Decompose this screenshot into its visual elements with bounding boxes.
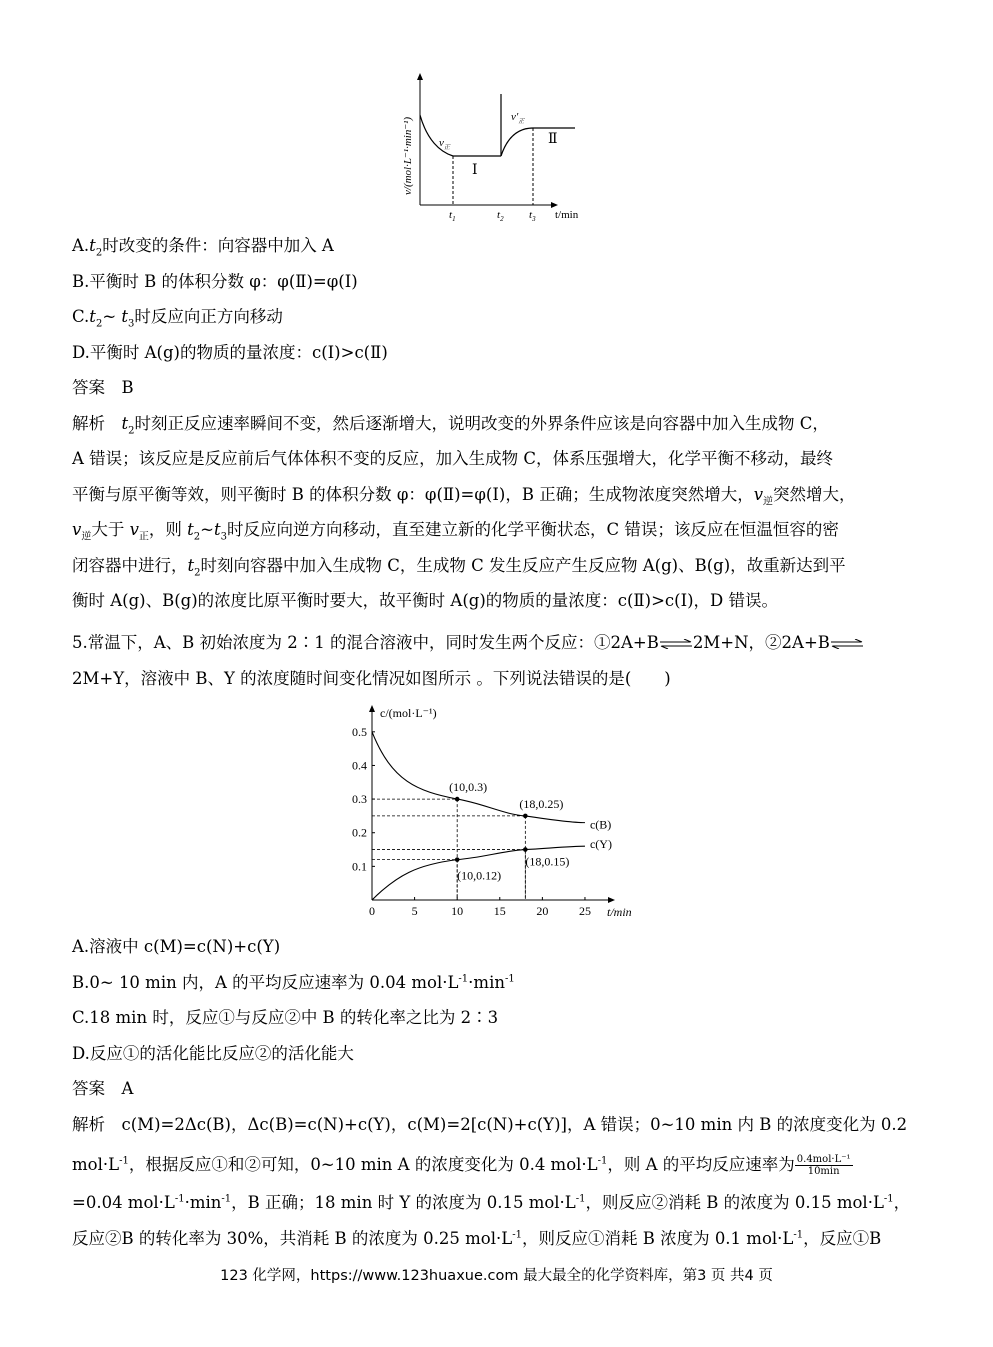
fig1-curve-1 xyxy=(420,115,501,156)
fig1-t3-label: $t_3$ xyxy=(529,209,536,223)
fig1-region-2: Ⅱ xyxy=(548,132,558,147)
q4-explanation-2: A 错误；该反应是反应前后气体体积不变的反应，加入生成物 C，体系压强增大，化学平衡不移动，最终 xyxy=(72,449,834,468)
equilibrium-arrow-icon xyxy=(659,639,693,649)
fig1-y-arrow xyxy=(417,73,423,80)
q5-option-c: C.18 min 时，反应①与反应②中 B 的转化率之比为 2∶3 xyxy=(72,1008,499,1027)
x-tick-label: 25 xyxy=(578,904,591,918)
y-tick-label: 0.5 xyxy=(352,724,367,739)
rate-time-figure xyxy=(395,70,605,225)
q4-explanation-3: 平衡与原平衡等效，则平衡时 B 的体积分数 φ：φ(Ⅱ)=φ(Ⅰ)，B 正确；生成物浓度突然增大，$v_逆$突然增大， xyxy=(72,485,856,508)
y-tick-label: 0.1 xyxy=(352,859,367,874)
q4-option-b: B.平衡时 B 的体积分数 φ：φ(Ⅱ)=φ(Ⅰ) xyxy=(72,272,358,291)
equilibrium-arrow-icon xyxy=(830,639,864,649)
q4-explanation-4: $v_逆$大于 $v_正$，则 $t_2\sim t_3$时反应向逆方向移动，直至建立新的化学平衡状态，C 错误；该反应在恒温恒容的密 xyxy=(72,520,839,543)
q5-stem-1: 5.常温下，A、B 初始浓度为 2∶1 的混合溶液中，同时发生两个反应：①2A+B 2M+N，②2A+B xyxy=(72,632,864,654)
series-label: c(B) xyxy=(589,817,612,832)
fig1-v-fwd2-label: $v'_正$ xyxy=(511,111,525,125)
x-axis-arrow xyxy=(608,897,615,903)
page-footer: 123 化学网，https://www.123huaxue.com 最大最全的化学资料库，第3 页 共4 页 xyxy=(220,1268,773,1284)
q5-option-a: A.溶液中 c(M)=c(N)+c(Y) xyxy=(72,937,281,956)
x-axis-label: t/min xyxy=(607,905,632,919)
concentration-chart xyxy=(340,700,660,928)
data-point xyxy=(523,814,528,819)
y-tick-label: 0.3 xyxy=(352,792,367,807)
q5-explanation-4: 反应②B 的转化率为 30%，共消耗 B 的浓度为 0.25 $mol\cdot L^{-1}$，则反应①消耗 B 浓度为 0.1 $mol\cdot L^{-1}$，反应①B xyxy=(72,1229,882,1248)
series-label: c(Y) xyxy=(589,837,612,852)
fig1-t2-label: $t_2$ xyxy=(497,209,504,223)
data-point xyxy=(523,847,528,852)
data-point xyxy=(455,857,460,862)
q5-option-b: B.0~ 10 min 内，A 的平均反应速率为 0.04 $mol\cdot L^{-1}\cdot\min^{-1}$ xyxy=(72,973,515,992)
data-point xyxy=(455,797,460,802)
q4-explanation-1: 解析 $t_2$时刻正反应速率瞬间不变，然后逐渐增大，说明改变的外界条件应该是向容器中加入生成物 C， xyxy=(72,414,829,437)
x-tick-label: 5 xyxy=(411,904,418,918)
y-tick-label: 0.2 xyxy=(352,825,367,840)
x-tick-label: 15 xyxy=(493,904,506,918)
point-label: (18,0.25) xyxy=(519,796,564,811)
q4-option-a: $A.t_2$时改变的条件：向容器中加入 A xyxy=(72,236,334,259)
fig1-x-label: t/min xyxy=(555,209,579,221)
q4-explanation-5: 闭容器中进行，$t_2$时刻向容器中加入生成物 C，生成物 C 发生反应产生反应物 A(g)、B(g)，故重新达到平 xyxy=(72,556,846,579)
rate-fraction: $\frac{\text{0.4mol·L⁻¹}}{10\min}$ xyxy=(796,1154,851,1177)
y-axis-arrow xyxy=(369,705,375,712)
q5-explanation-2: $mol\cdot L^{-1}$，根据反应①和②可知，0~10 min A 的浓度变化为 0.4 $mol\cdot L^{-1}$，则 A 的平均反应速率为 $\frac{\text{0.4mol·L⁻¹}}{10\min}$ xyxy=(72,1154,851,1177)
point-label: (10,0.3) xyxy=(449,780,488,795)
q5-explanation-3: =0.04 $mol\cdot L^{-1}\cdot\min^{-1}$，B 正确；18 min 时 Y 的浓度为 0.15 $mol\cdot L^{-1}$，则反应②消耗 B 的浓度为 0.15 $mol\cdot L^{-1}$， xyxy=(72,1193,911,1212)
fig1-curve-2 xyxy=(501,128,575,156)
q5-explanation-1: 解析 c(M)=2Δc(B)，Δc(B)=c(N)+c(Y)，c(M)=2[c(N)+c(Y)]，A 错误；0~10 min 内 B 的浓度变化为 0.2 xyxy=(72,1115,908,1134)
q4-option-c: $C.t_2\sim$ $t_3$时反应向正方向移动 xyxy=(72,307,283,330)
fig1-x-arrow xyxy=(551,202,558,208)
q4-answer: 答案 B xyxy=(72,378,134,397)
x-tick-label: 0 xyxy=(369,904,375,918)
fig1-v-fwd-label: $v_正$ xyxy=(439,137,450,151)
fig1-region-1: Ⅰ xyxy=(472,163,478,178)
q5-option-d: D.反应①的活化能比反应②的活化能大 xyxy=(72,1044,354,1063)
fig1-y-label: v/(mol·L⁻¹·min⁻¹) xyxy=(402,116,414,195)
point-label: (10,0.12) xyxy=(457,868,502,883)
q5-answer: 答案 A xyxy=(72,1079,134,1098)
point-label: (18,0.15) xyxy=(525,854,570,869)
y-axis-label: c/(mol·L⁻¹) xyxy=(380,706,437,720)
x-tick-label: 20 xyxy=(536,904,549,918)
x-tick-label: 10 xyxy=(451,904,464,918)
y-tick-label: 0.4 xyxy=(352,758,367,773)
q5-stem-2: 2M+Y，溶液中 B、Y 的浓度随时间变化情况如图所示 。下列说法错误的是( ) xyxy=(72,669,671,688)
q4-explanation-6: 衡时 A(g)、B(g)的浓度比原平衡时要大，故平衡时 A(g)的物质的量浓度：c(Ⅱ)>c(Ⅰ)，D 错误。 xyxy=(72,591,779,610)
q4-option-d: D.平衡时 A(g)的物质的量浓度：c(Ⅰ)>c(Ⅱ) xyxy=(72,343,388,362)
fig1-t1-label: $t_1$ xyxy=(449,209,456,223)
